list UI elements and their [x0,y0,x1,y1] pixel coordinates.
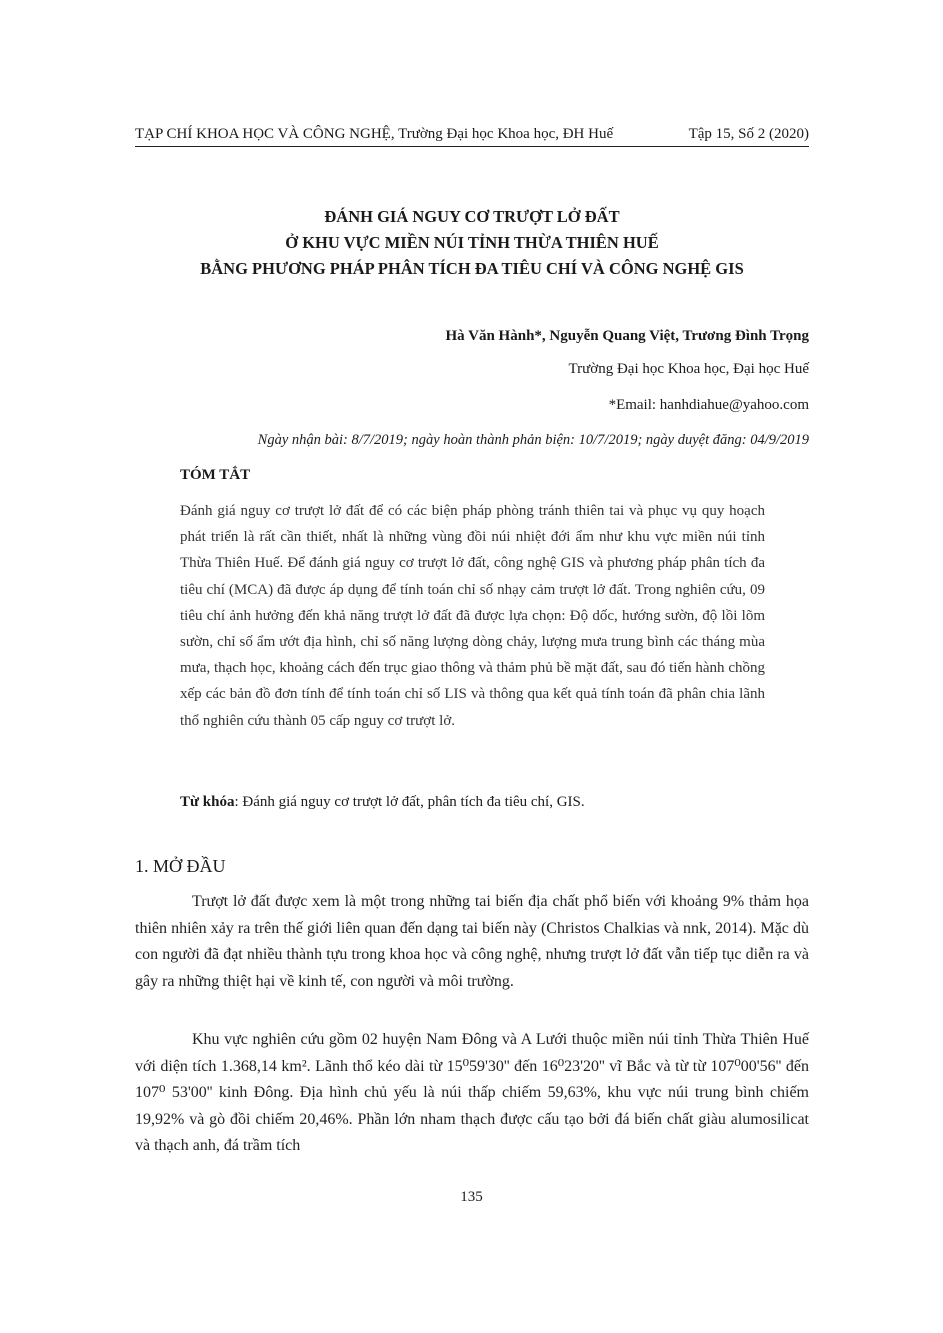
submission-dates: Ngày nhận bài: 8/7/2019; ngày hoàn thành phản biện: 10/7/2019; ngày duyệt đăng: 04/9/2019 [257,432,809,448]
title-line-1: ĐÁNH GIÁ NGUY CƠ TRƯỢT LỞ ĐẤT [324,207,620,226]
intro-paragraph-1: Trượt lở đất được xem là một trong những tai biến địa chất phổ biến với khoảng 9% thảm họa thiên nhiên xảy ra trên thế giới liên quan đến dạng tai biến này (Christos Chalkias và nnk, 2014). Mặc dù con người đã đạt nhiều thành tựu trong khoa học và công nghệ, nhưng trượt lở đất vẫn tiếp tục diễn ra và gây ra những thiệt hại về kinh tế, con người và môi trường. [135,893,809,990]
affiliation: Trường Đại học Khoa học, Đại học Huế [568,361,809,377]
intro-paragraph-2: Khu vực nghiên cứu gồm 02 huyện Nam Đông và A Lưới thuộc miền núi tỉnh Thừa Thiên Huế với diện tích 1.368,14 km². Lãnh thổ kéo dài từ 15⁰59'30'' đến 16⁰23'20'' vĩ Bắc và từ từ 107⁰00'56'' đến 107⁰ 53'00'' kinh Đông. Địa hình chủ yếu là núi thấp chiếm 59,63%, khu vực núi trung bình chiếm 19,92% và gò đồi chiếm 20,46%. Phần lớn nham thạch được cấu tạo bởi đá biến chất giàu alumosilicat và thạch anh, đá trầm tích [135,1031,809,1155]
author-list: Hà Văn Hành*, Nguyễn Quang Việt, Trương Đình Trọng [445,328,809,344]
volume-issue: Tập 15, Số 2 (2020) [688,126,809,142]
abstract-body: Đánh giá nguy cơ trượt lở đất để có các biện pháp phòng tránh thiên tai và phục vụ quy hoạch phát triển là rất cần thiết, nhất là những vùng đồi núi nhiệt đới ẩm như khu vực miền núi tỉnh Thừa Thiên Huế. Để đánh giá nguy cơ trượt lở đất, công nghệ GIS và phương pháp phân tích đa tiêu chí (MCA) đã được áp dụng để tính toán chỉ số nhạy cảm trượt lở đất. Trong nghiên cứu, 09 tiêu chí ảnh hưởng đến khả năng trượt lở đất đã được lựa chọn: Độ dốc, hướng sườn, độ lồi lõm sườn, chỉ số ẩm ướt địa hình, chỉ số năng lượng dòng chảy, lượng mưa trung bình các tháng mùa mưa, thạch học, khoảng cách đến trục giao thông và thảm phủ bề mặt đất, sau đó tiến hành chồng xếp các bản đồ đơn tính để tính toán chỉ số LIS và thông qua kết quả tính toán đã phân chia lãnh thổ nghiên cứu thành 05 cấp nguy cơ trượt lở. [180,503,765,729]
journal-name: TẠP CHÍ KHOA HỌC VÀ CÔNG NGHỆ, Trường Đại học Khoa học, ĐH Huế [135,126,614,142]
section-heading-intro: 1. MỞ ĐẦU [135,856,226,876]
corresponding-email: *Email: hanhdiahue@yahoo.com [608,397,809,413]
title-line-3: BẰNG PHƯƠNG PHÁP PHÂN TÍCH ĐA TIÊU CHÍ VÀ CÔNG NGHỆ GIS [200,259,744,278]
running-header [135,124,809,147]
keywords-label: Từ khóa [180,794,235,810]
page-number: 135 [460,1189,483,1205]
abstract-heading: TÓM TẮT [180,467,251,483]
keywords [180,789,765,815]
article-title [135,204,809,282]
keywords-text: : Đánh giá nguy cơ trượt lở đất, phân tích đa tiêu chí, GIS. [234,794,585,810]
title-line-2: Ở KHU VỰC MIỀN NÚI TỈNH THỪA THIÊN HUẾ [285,233,659,252]
